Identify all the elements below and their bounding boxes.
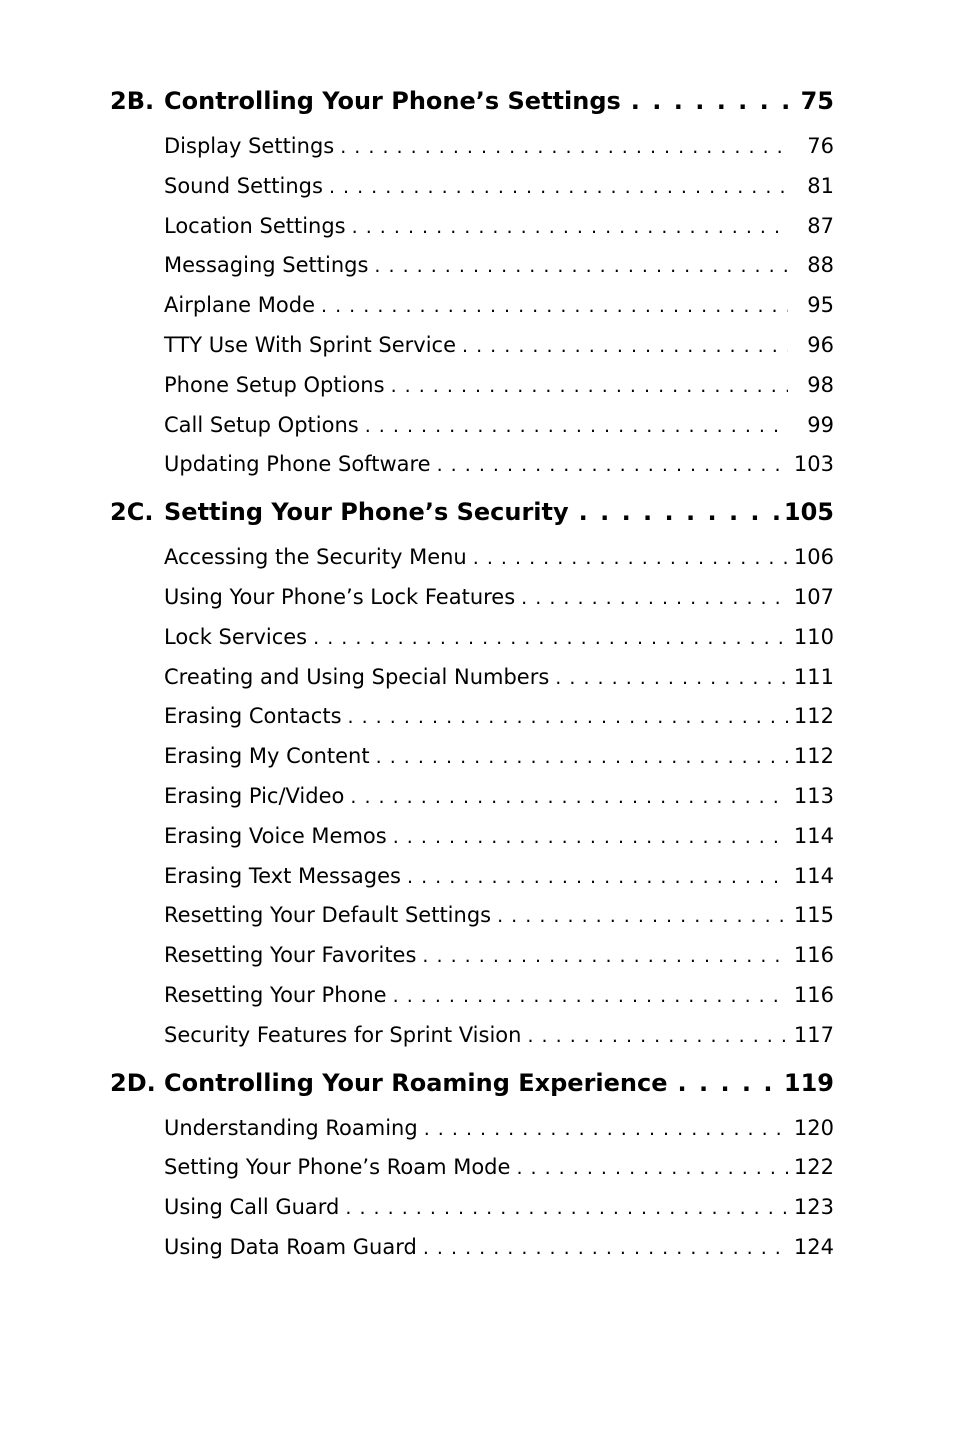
dot-leader (374, 247, 788, 287)
section-title: Setting Your Phone’s Security (164, 498, 569, 527)
entry-page-number: 88 (807, 253, 834, 278)
toc-entry[interactable] (164, 207, 834, 247)
entry-title: Display Settings (164, 134, 335, 158)
dot-leader (340, 128, 788, 168)
toc-entry[interactable] (164, 777, 834, 817)
entry-title: Using Your Phone’s Lock Features (164, 584, 516, 609)
section-title: Controlling Your Roaming Experience (164, 1068, 668, 1097)
toc-entry[interactable] (164, 445, 834, 485)
dot-leader (497, 897, 788, 937)
entry-title: Erasing Pic/Video (164, 783, 345, 808)
entry-title: Sound Settings (164, 173, 323, 198)
dot-leader (376, 738, 788, 778)
entry-title: Phone Setup Options (164, 372, 385, 397)
entry-page-number: 114 (793, 823, 834, 848)
dot-leader (555, 659, 788, 699)
entry-page-number: 120 (793, 1115, 834, 1140)
entry-title: Using Call Guard (164, 1195, 340, 1220)
toc-entry[interactable] (164, 896, 834, 936)
entry-title: Lock Services (164, 624, 308, 649)
toc-entry[interactable] (164, 1228, 834, 1268)
toc-entry[interactable] (164, 127, 834, 167)
dot-leader (462, 327, 788, 367)
dot-leader (678, 1062, 780, 1104)
dot-leader (350, 778, 788, 818)
toc-entry[interactable] (164, 578, 834, 618)
section-page-number: 119 (783, 1068, 834, 1097)
dot-leader (365, 407, 788, 447)
entry-title: Location Settings (164, 213, 346, 238)
toc-entry[interactable] (164, 618, 834, 658)
entry-title: Setting Your Phone’s Roam Mode (164, 1155, 511, 1180)
entry-page-number: 124 (793, 1234, 834, 1259)
toc-entry[interactable] (164, 1109, 834, 1149)
entry-title: Resetting Your Phone (164, 982, 387, 1007)
entry-page-number: 87 (807, 213, 834, 238)
entry-title: Erasing Text Messages (164, 863, 401, 888)
entry-title: Updating Phone Software (164, 452, 431, 477)
entry-page-number: 122 (793, 1155, 834, 1180)
dot-leader (313, 619, 788, 659)
entry-title: Understanding Roaming (164, 1115, 418, 1140)
entry-page-number: 115 (793, 903, 834, 928)
section-entries (110, 1109, 834, 1268)
dot-leader (345, 1189, 788, 1229)
dot-leader (423, 1229, 788, 1269)
section-entries (110, 538, 834, 1055)
entry-page-number: 114 (793, 863, 834, 888)
dot-leader (579, 491, 780, 533)
entry-page-number: 113 (793, 783, 834, 808)
toc-entry[interactable] (164, 1188, 834, 1228)
dot-leader (631, 80, 797, 122)
dot-leader (424, 1110, 788, 1150)
dot-leader (393, 977, 788, 1017)
entry-page-number: 95 (807, 293, 834, 318)
toc-entry[interactable] (164, 286, 834, 326)
entry-page-number: 116 (793, 982, 834, 1007)
entry-title: Resetting Your Favorites (164, 943, 417, 968)
entry-title: TTY Use With Sprint Service (164, 332, 457, 357)
section-page-number: 75 (800, 87, 834, 115)
entry-title: Messaging Settings (164, 253, 369, 278)
toc-section (110, 1062, 834, 1268)
entry-title: Call Setup Options (164, 412, 359, 437)
entry-page-number: 81 (807, 173, 834, 198)
entry-title: Erasing My Content (164, 744, 370, 769)
toc-entry[interactable] (164, 538, 834, 578)
entry-page-number: 103 (793, 452, 834, 477)
entry-page-number: 111 (793, 664, 834, 689)
dot-leader (393, 818, 788, 858)
section-heading[interactable] (110, 80, 834, 122)
entry-page-number: 123 (793, 1195, 834, 1220)
entry-title: Resetting Your Default Settings (164, 903, 492, 928)
toc-section (110, 80, 834, 485)
toc-entry[interactable] (164, 167, 834, 207)
section-heading[interactable] (110, 491, 834, 533)
toc-entry[interactable] (164, 326, 834, 366)
entry-page-number: 116 (793, 943, 834, 968)
dot-leader (407, 858, 788, 898)
dot-leader (473, 539, 788, 579)
dot-leader (527, 1017, 787, 1057)
toc-entry[interactable] (164, 976, 834, 1016)
section-page-number: 105 (783, 498, 834, 527)
toc-entry[interactable] (164, 817, 834, 857)
entry-title: Erasing Contacts (164, 704, 342, 729)
dot-leader (516, 1149, 787, 1189)
entry-title: Accessing the Security Menu (164, 545, 467, 570)
toc-entry[interactable] (164, 857, 834, 897)
dot-leader (391, 367, 788, 407)
toc-entry[interactable] (164, 936, 834, 976)
section-number: 2B. (110, 87, 155, 115)
entry-title: Creating and Using Special Numbers (164, 664, 550, 689)
toc-section (110, 491, 834, 1055)
toc-entry[interactable] (164, 737, 834, 777)
dot-leader (521, 579, 788, 619)
toc-entry[interactable] (164, 658, 834, 698)
entry-page-number: 112 (793, 704, 834, 729)
dot-leader (321, 287, 788, 327)
entry-page-number: 96 (807, 332, 834, 357)
table-of-contents (110, 80, 834, 1268)
section-entries (110, 127, 834, 485)
entry-page-number: 76 (807, 134, 834, 158)
section-number: 2D. (110, 1068, 156, 1097)
entry-page-number: 107 (793, 584, 834, 609)
dot-leader (352, 208, 788, 248)
dot-leader (348, 698, 788, 738)
entry-page-number: 98 (807, 372, 834, 397)
toc-entry[interactable] (164, 366, 834, 406)
toc-entry[interactable] (164, 246, 834, 286)
dot-leader (437, 446, 788, 486)
entry-title: Security Features for Sprint Vision (164, 1022, 522, 1047)
entry-page-number: 110 (793, 624, 834, 649)
dot-leader (329, 168, 788, 208)
entry-page-number: 106 (793, 545, 834, 570)
entry-title: Using Data Roam Guard (164, 1234, 417, 1259)
toc-entry[interactable] (164, 1148, 834, 1188)
section-title: Controlling Your Phone’s Settings (164, 87, 621, 115)
dot-leader (422, 937, 787, 977)
section-number: 2C. (110, 498, 154, 527)
entry-title: Erasing Voice Memos (164, 823, 387, 848)
entry-page-number: 112 (793, 744, 834, 769)
toc-entry[interactable] (164, 1016, 834, 1056)
entry-title: Airplane Mode (164, 293, 315, 318)
entry-page-number: 99 (807, 412, 834, 437)
toc-entry[interactable] (164, 406, 834, 446)
section-heading[interactable] (110, 1062, 834, 1104)
entry-page-number: 117 (793, 1022, 834, 1047)
toc-entry[interactable] (164, 697, 834, 737)
